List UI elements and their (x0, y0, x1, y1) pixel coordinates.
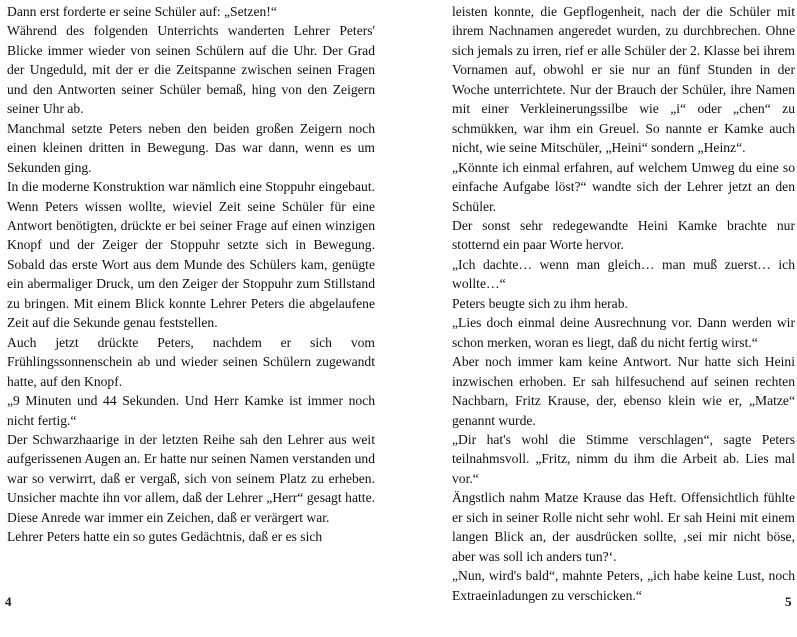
paragraph: Dann erst forderte er seine Schüler auf: „Setzen!“ (7, 4, 277, 19)
paragraph: In die moderne Konstruktion war nämlich eine Stoppuhr eingebaut. Wenn Peters wissen wollte, wieviel Zeit seine Schüler für eine Antwort benötigten, drückte er bei seiner Frage auf einen winzigen Knopf und der Zeiger der Stoppuhr setzte sich in Bewegung. Sobald das erste Wort aus dem Munde des Schülers kam, genügte ein abermaliger Druck, um den Zeiger der Stoppuhr zum Stillstand zu bringen. Mit einem Blick konnte Lehrer Peters die abgelaufene Zeit auf die Sekunde genau feststellen. (7, 179, 375, 331)
paragraph: „Dir hat's wohl die Stimme verschlagen“, sagte Peters teilnahmsvoll. „Fritz, nimm du ihm die Arbeit ab. Lies mal vor.“ (452, 431, 795, 486)
paragraph: Der Schwarzhaarige in der letzten Reihe sah den Lehrer aus weit aufgerissenen Augen an. Er hatte nur seinen Namen verstanden und war so verwirrt, daß er vergaß, sich von seinem Platz zu erheben. Unsicher machte ihn vor allem, daß der Lehrer „Herr“ gesagt hatte. Diese Anrede war immer ein Zeichen, daß er verärgert war. (7, 431, 375, 525)
paragraph: „Nun, wird's bald“, mahnte Peters, „ich habe keine Lust, noch Extraeinladungen zu verschicken.“ (452, 568, 795, 603)
paragraph: leisten konnte, die Gepflogenheit, nach der die Schüler mit ihrem Nachnamen angeredet wurden, zu durchbrechen. Ohne sich jemals zu irren, rief er alle Schüler der 2. Klasse bei ihrem Vornamen auf, obwohl er sie nur an fünf Stunden in der Woche unterrichtete. Nur der Brauch der Schüler, ihre Namen mit einer Verkleinerungssilbe wie „i“ oder „chen“ zu schmükken, war ihm ein Greuel. So nannte er Kamke auch nicht, wie seine Mitschüler, „Heini“ sondern „Heinz“. (452, 4, 795, 156)
page-number-right: 5 (785, 594, 792, 609)
paragraph: Peters beugte sich zu ihm herab. (452, 295, 628, 311)
paragraph: Manchmal setzte Peters neben den beiden großen Zeigern noch einen kleinen dritten in Bewegung. Das war dann, wenn es um Sekunden ging. (7, 120, 375, 175)
page-number-left: 4 (5, 594, 12, 609)
paragraph: Während des folgenden Unterrichts wanderten Lehrer Peters' Blicke immer wieder von seinen Schülern auf die Uhr. Der Grad der Ungeduld, mit der er die Zeitspanne zwischen seinen Fragen und den Antworten seiner Schüler bemaß, hing von den Zeigern seiner Uhr ab. (7, 23, 375, 117)
paragraph: Aber noch immer kam keine Antwort. Nur hatte sich Heini inzwischen erhoben. Er sah hilfesuchend auf seinen rechten Nachbarn, Fritz Krause, der, ebenso klein wie er, „Matze“ genannt wurde. (452, 354, 795, 428)
left-page (7, 2, 375, 547)
right-page (452, 2, 795, 605)
paragraph: „Ich dachte… wenn man gleich… man muß zuerst… ich wollte…“ (452, 256, 795, 292)
paragraph: „Könnte ich einmal erfahren, auf welchem Umweg du eine so einfache Aufgabe löst?“ wandte sich der Lehrer jetzt an den Schüler. (452, 159, 795, 214)
paragraph: Ängstlich nahm Matze Krause das Heft. Offensichtlich fühlte er sich in seiner Rolle nicht sehr wohl. Er sah Heini mit einem langen Blick an, der ausdrücken sollte, ‚sei mir nicht böse, aber was soll ich anders tun?‘. (452, 490, 795, 564)
paragraph: Auch jetzt drückte Peters, nachdem er sich vom Frühlingssonnenschein ab und wieder seinen Schülern zugewandt hatte, auf den Knopf. (7, 334, 375, 389)
paragraph: „9 Minuten und 44 Sekunden. Und Herr Kamke ist immer noch nicht fertig.“ (7, 393, 375, 428)
paragraph: Lehrer Peters hatte ein so gutes Gedächtnis, daß er es sich (7, 529, 323, 545)
paragraph: Der sonst sehr redegewandte Heini Kamke brachte nur stotternd ein paar Worte hervor. (452, 217, 795, 253)
paragraph: „Lies doch einmal deine Ausrechnung vor. Dann werden wir schon merken, woran es liegt, daß du nicht fertig wirst.“ (452, 315, 795, 350)
